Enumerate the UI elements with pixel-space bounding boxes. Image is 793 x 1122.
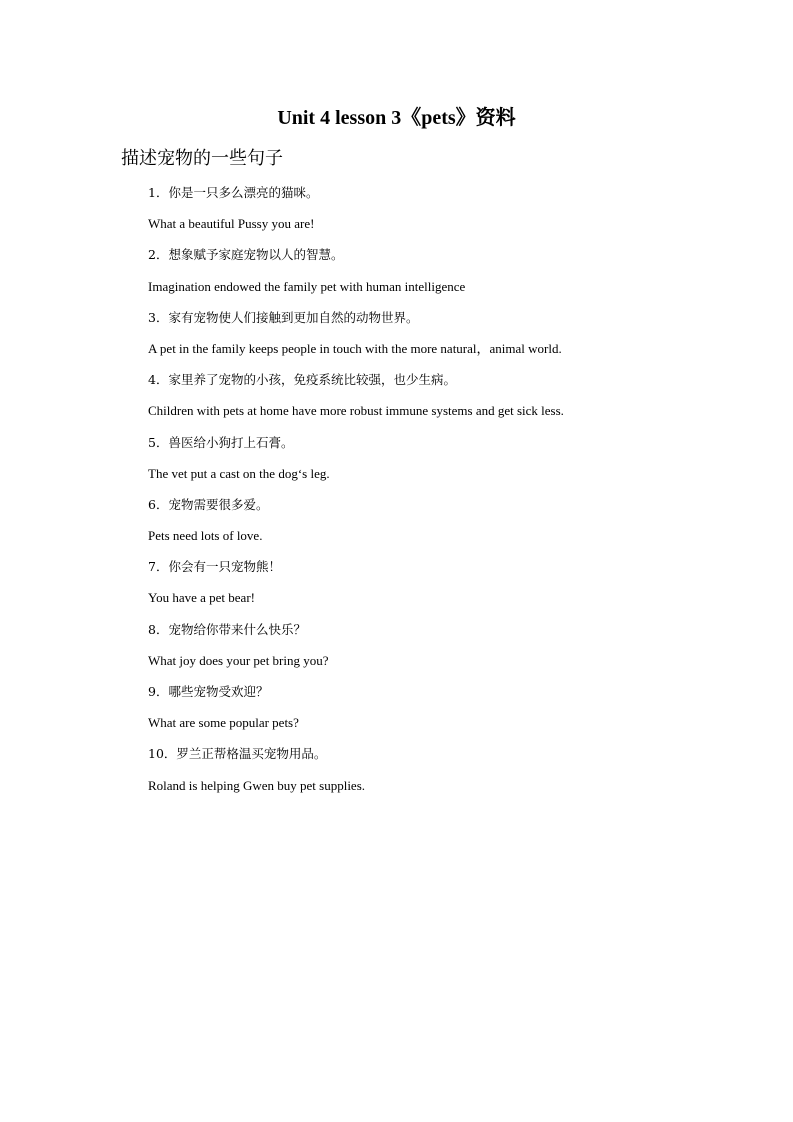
sentence-2-chinese: 2．想象赋予家庭宠物以人的智慧。 (148, 247, 344, 263)
sentence-6-chinese: 6．宠物需要很多爱。 (148, 496, 269, 512)
sentence-10-english: Roland is helping Gwen buy pet supplies. (148, 777, 366, 793)
sentence-5-chinese: 5．兽医给小狗打上石膏。 (148, 434, 294, 450)
sentence-9-english: What are some popular pets? (148, 715, 299, 731)
sentence-9-chinese: 9．哪些宠物受欢迎？ (148, 684, 269, 699)
sentence-7-english: You have a pet bear! (148, 590, 255, 606)
sentence-1-chinese: 1．你是一只多么漂亮的猫咪。 (148, 185, 319, 200)
sentence-3-chinese: 3．家有宠物使人们接触到更加自然的动物世界。 (148, 309, 419, 325)
sentence-3-english: A pet in the family keeps people in touch with the more natural，animal world. (148, 340, 562, 356)
sentence-6-english: Pets need lots of love. (148, 528, 263, 544)
sentence-4-chinese: 4．家里养了宠物的小孩，免疫系统比较强，也少生病。 (148, 372, 456, 388)
sentence-list (148, 182, 708, 806)
sentence-4-english: Children with pets at home have more robust immune systems and get sick less. (148, 403, 564, 419)
sentence-1-english: What a beautiful Pussy you are! (148, 216, 315, 232)
sentence-8-chinese: 8．宠物给你带来什么快乐？ (148, 621, 306, 637)
sentence-8-english: What joy does your pet bring you? (148, 652, 329, 668)
document-title: Unit 4 lesson 3《pets》资料 (277, 107, 516, 129)
sentence-7-chinese: 7．你会有一只宠物熊！ (148, 559, 281, 575)
sentence-10-chinese: 10．罗兰正帮格温买宠物用品。 (148, 746, 327, 762)
sentence-5-english: The vet put a cast on the dog‘s leg. (148, 465, 330, 481)
sentence-2-english: Imagination endowed the family pet with human intelligence (148, 278, 466, 294)
section-heading: 描述宠物的一些句子 (121, 148, 283, 169)
